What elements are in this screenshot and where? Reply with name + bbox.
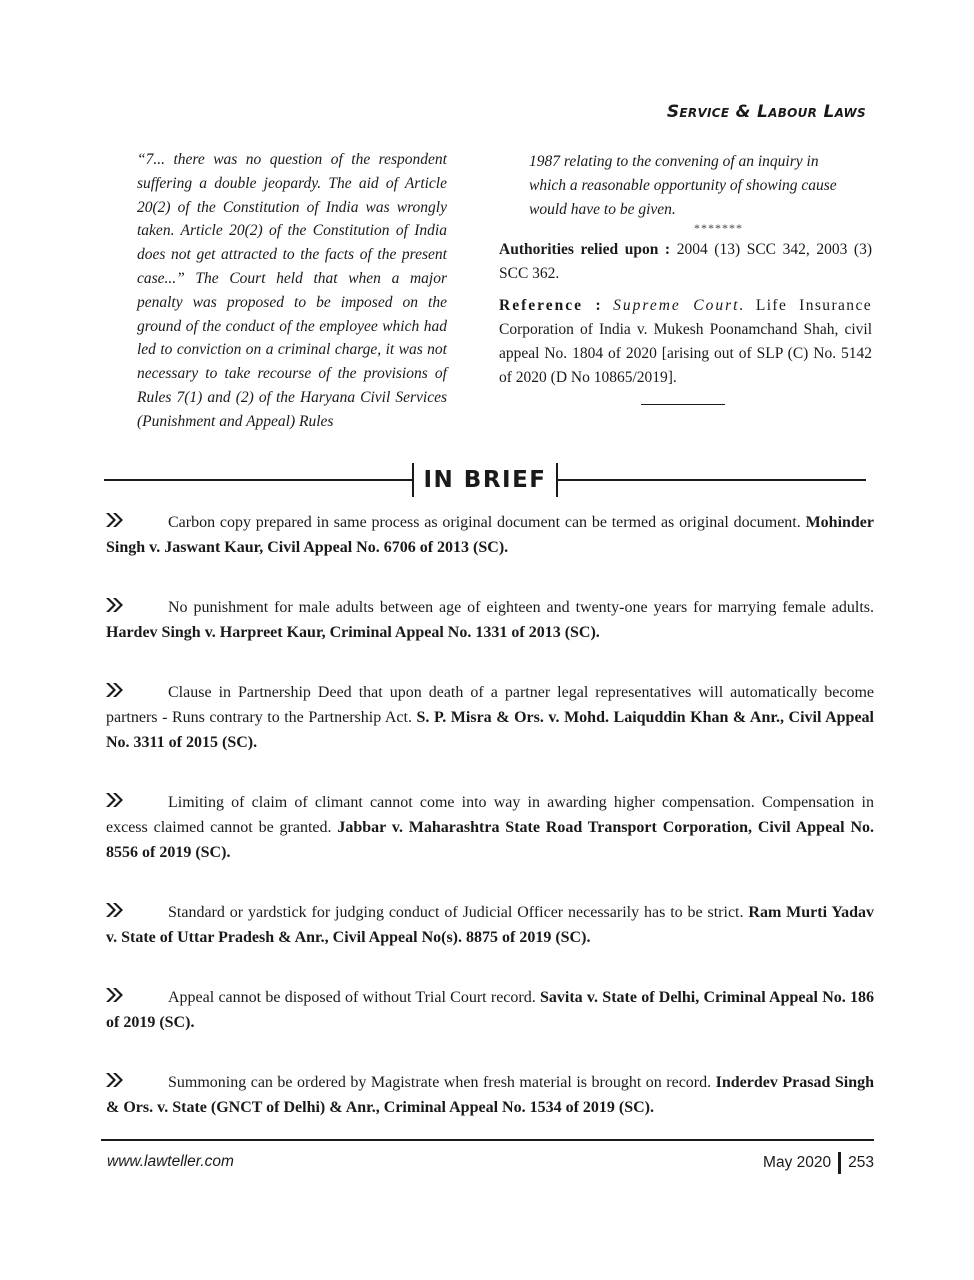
brief-text: No punishment for male adults between age of eighteen and twenty-one years for marrying female adults. — [168, 599, 874, 616]
in-brief-heading: IN BRIEF — [423, 467, 547, 493]
brief-text: Appeal cannot be disposed of without Trial Court record. — [168, 989, 536, 1006]
authorities-text: 2004 (13) SCC 342, 2003 (3) SCC 362. — [499, 241, 873, 283]
brief-citation: Savita v. State of Delhi, Criminal Appeal No. 186 of 2019 (SC). — [106, 989, 875, 1031]
footer-divider — [838, 1152, 841, 1174]
brief-text: Summoning can be ordered by Magistrate when fresh material is brought on record. — [168, 1074, 712, 1091]
quote-continuation: 1987 relating to the convening of an inquiry in which a reasonable opportunity of showing cause would have to be given. — [529, 153, 837, 218]
brief-item — [106, 510, 874, 560]
reference-paragraph — [499, 294, 872, 390]
footer-issue-page — [763, 1152, 874, 1174]
brief-item — [106, 680, 874, 755]
double-chevron-icon — [106, 598, 124, 612]
authorities-label: Authorities relied upon : — [499, 241, 671, 259]
footer-website[interactable]: www.lawteller.com — [107, 1153, 234, 1170]
reference-text-spaced: Life Insurance — [755, 297, 873, 315]
reference-text: Corporation of India v. Mukesh Poonamchand Shah, civil appeal No. 1804 of 2020 [arising out of SLP (C) No. 5142 of 2020 (D No 10865/2019]. — [499, 321, 872, 387]
brief-citation: Jabbar v. Maharashtra State Road Transport Corporation, Civil Appeal No. 8556 of 2019 (SC). — [106, 819, 875, 861]
brief-item — [106, 595, 874, 645]
brief-citation: Ram Murti Yadav v. State of Uttar Pradesh & Anr., Civil Appeal No(s). 8875 of 2019 (SC). — [106, 904, 875, 946]
in-brief-header — [104, 462, 866, 498]
brief-item — [106, 790, 874, 865]
double-chevron-icon — [106, 903, 124, 917]
left-column — [137, 148, 447, 434]
brief-text: Clause in Partnership Deed that upon death of a partner legal representatives will automatically become partners - Runs contrary to the Partnership Act. — [106, 684, 874, 726]
brief-item — [106, 985, 874, 1035]
brief-text: Carbon copy prepared in same process as original document can be termed as original document. — [168, 514, 801, 531]
brief-citation: S. P. Misra & Ors. v. Mohd. Laiquddin Khan & Anr., Civil Appeal No. 3311 of 2015 (SC). — [106, 709, 874, 751]
right-column — [499, 150, 872, 405]
reference-label: Reference : — [499, 297, 603, 315]
reference-court: Supreme Court. — [613, 297, 746, 315]
header-rule-left — [104, 479, 412, 481]
authorities-paragraph — [499, 238, 872, 286]
page-number: 253 — [848, 1154, 874, 1171]
double-chevron-icon — [106, 683, 124, 697]
footer-rule — [101, 1139, 874, 1141]
in-brief-list — [106, 510, 874, 1155]
footer-issue: May 2020 — [763, 1154, 832, 1171]
brief-item — [106, 900, 874, 950]
brief-citation: Hardev Singh v. Harpreet Kaur, Criminal Appeal No. 1331 of 2013 (SC). — [106, 624, 600, 641]
brief-text: Limiting of claim of climant cannot come into way in awarding higher compensation. Compensation in excess claimed cannot be granted. — [106, 794, 874, 836]
brief-citation: Mohinder Singh v. Jaswant Kaur, Civil Appeal No. 6706 of 2013 (SC). — [106, 514, 875, 556]
section-title: Service & Labour Laws — [666, 102, 866, 122]
separator-stars: ******* — [694, 221, 743, 236]
header-rule-right — [558, 479, 866, 481]
brief-text: Standard or yardstick for judging conduct of Judicial Officer necessarily has to be strict. — [168, 904, 744, 921]
double-chevron-icon — [106, 513, 124, 527]
double-chevron-icon — [106, 988, 124, 1002]
double-chevron-icon — [106, 793, 124, 807]
double-chevron-icon — [106, 1073, 124, 1087]
judgment-quote: “7... there was no question of the respondent suffering a double jeopardy. The aid of Article 20(2) of the Constitution of India was wrongly taken. Article 20(2) of the Constitution of India does not get attracted to the facts of the present case...” The Court held that when a major penalty was proposed to be imposed on the ground of the conduct of the employee which had led to conviction on a criminal charge, it was not necessary to take recourse of the provisions of Rules 7(1) and (2) of the Haryana Civil Services (Punishment and Appeal) Rules — [137, 151, 447, 430]
brief-citation: Inderdev Prasad Singh & Ors. v. State (GNCT of Delhi) & Anr., Criminal Appeal No. 1534 of 2019 (SC). — [106, 1074, 874, 1116]
end-rule — [641, 404, 725, 405]
brief-item — [106, 1070, 874, 1120]
